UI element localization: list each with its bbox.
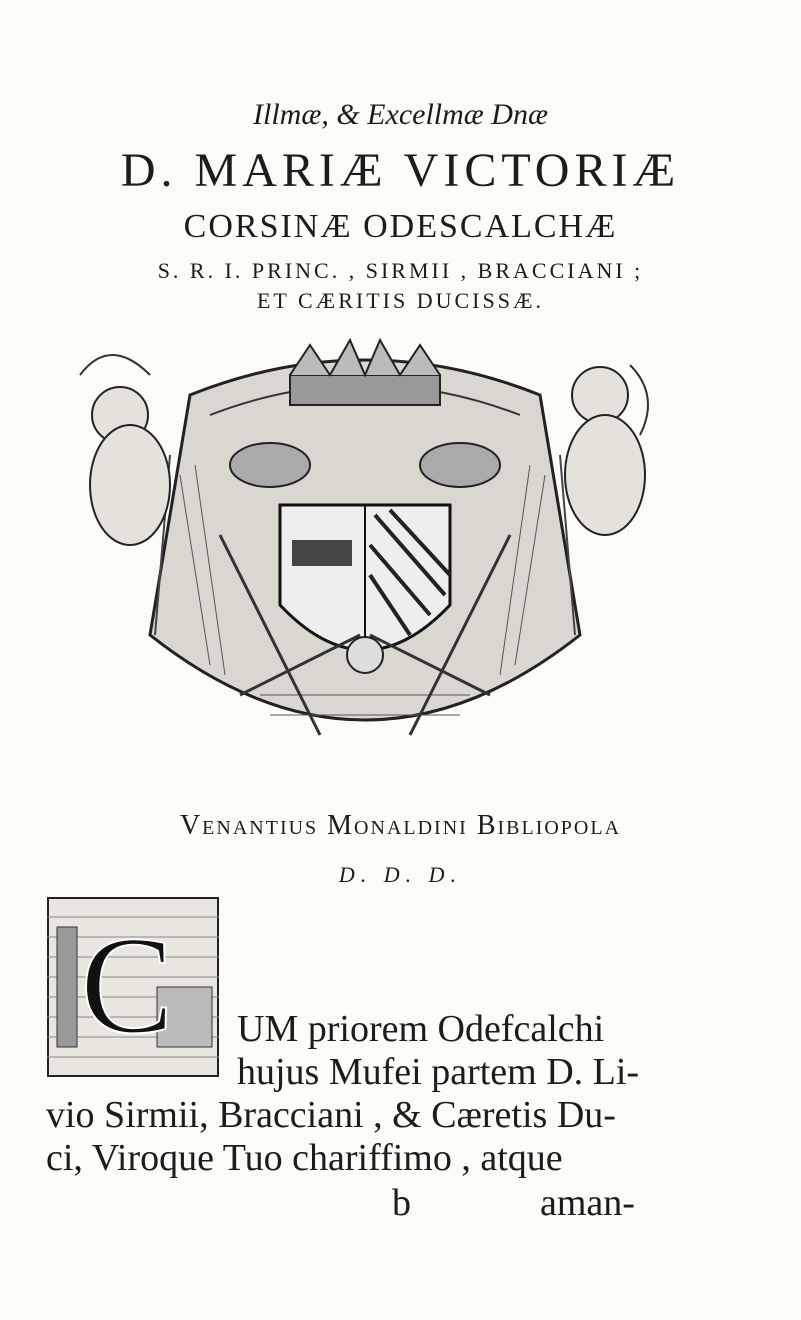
body-line-4: ci, Viroque Tuo chariffimo , atque bbox=[46, 1137, 563, 1179]
decorated-initial-icon bbox=[47, 897, 219, 1077]
catchword: aman- bbox=[540, 1182, 635, 1224]
title-line-2: CORSINÆ ODESCALCHÆ bbox=[183, 208, 618, 245]
title-line-3: S. R. I. PRINC. , SIRMII , BRACCIANI ; bbox=[157, 258, 644, 283]
coat-of-arms-engraving-icon bbox=[60, 335, 670, 795]
initial-letter: C bbox=[80, 908, 174, 1063]
body-line-1: UM priorem Odefcalchi bbox=[237, 1008, 605, 1050]
title-line-1: D. MARIÆ VICTORIÆ bbox=[120, 144, 681, 197]
body-line-2: hujus Mufei partem D. Li- bbox=[237, 1051, 640, 1093]
title-line-4: ET CÆRITIS DUCISSÆ. bbox=[256, 288, 545, 313]
dedication-abbreviation: D. D. D. bbox=[338, 862, 463, 887]
signature-mark: b bbox=[392, 1182, 411, 1224]
body-line-3: vio Sirmii, Bracciani , & Cæretis Du- bbox=[46, 1094, 616, 1136]
salutation: Illmæ, & Excellmæ Dnæ bbox=[253, 98, 548, 131]
publisher-line: Venantius Monaldini Bibliopola bbox=[179, 810, 622, 841]
